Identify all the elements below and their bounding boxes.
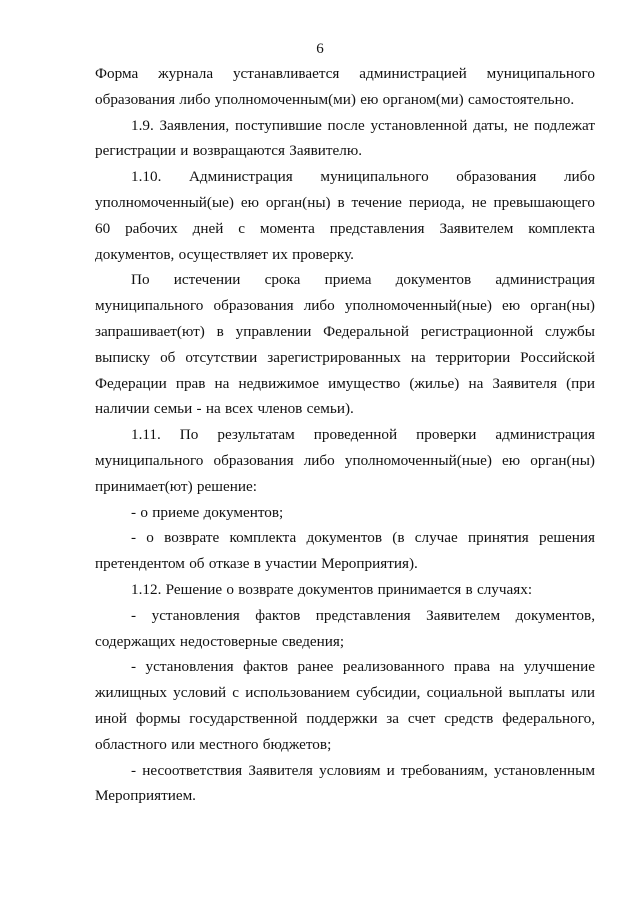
paragraph-1-11: 1.11. По результатам проведенной проверки администрация муниципального образования либо уполномоченный(ные) ею орган(ны) принимает(ют) решение: bbox=[95, 426, 595, 495]
list-item-return-documents: - о возврате комплекта документов (в случае принятия решения претендентом об отказе в участии Мероприятия). bbox=[95, 529, 595, 573]
document-body bbox=[95, 61, 595, 809]
paragraph-1-9: 1.9. Заявления, поступившие после установленной даты, не подлежат регистрации и возвращаются Заявителю. bbox=[95, 116, 595, 160]
paragraph-1-12: 1.12. Решение о возврате документов принимается в случаях: bbox=[131, 580, 533, 598]
page-number: 6 bbox=[316, 41, 324, 57]
paragraph-form-journal: Форма журнала устанавливается администрацией муниципального образования либо уполномоченным(ми) ею органом(ми) самостоятельно. bbox=[95, 65, 595, 108]
list-item-prior-right: - установления фактов ранее реализованного права на улучшение жилищных условий с использованием субсидии, социальной выплаты или иной формы государственной поддержки за счет средств федерального, областного или местного бюджетов; bbox=[95, 658, 595, 753]
list-item-false-information: - установления фактов представления Заявителем документов, содержащих недостоверные сведения; bbox=[95, 606, 595, 650]
list-item-noncompliance: - несоответствия Заявителя условиям и требованиям, установленным Мероприятием. bbox=[95, 761, 595, 805]
paragraph-expiry-request: По истечении срока приема документов администрация муниципального образования либо уполномоченный(ные) ею орган(ны) запрашивает(ют) в управлении Федеральной регистрационной службы выписку об отсутствии зарегистрированных на территории Российской Федерации прав на недвижимое имущество (жилье) на Заявителя (при наличии семьи - на всех членов семьи). bbox=[95, 271, 595, 418]
paragraph-1-10: 1.10. Администрация муниципального образования либо уполномоченный(ые) ею орган(ны) в течение периода, не превышающего 60 рабочих дней с момента представления Заявителем комплекта документов, осуществляет их проверку. bbox=[95, 168, 595, 263]
list-item-accept-documents: - о приеме документов; bbox=[131, 503, 284, 521]
